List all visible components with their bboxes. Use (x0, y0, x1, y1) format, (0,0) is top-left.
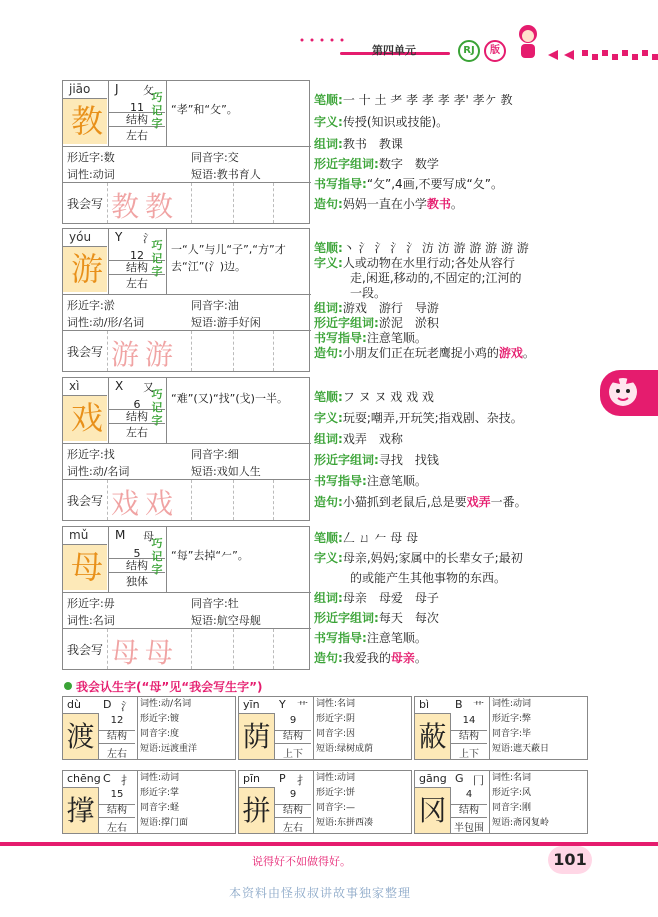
sentence-pre: 妈妈一直在小学 (342, 197, 427, 211)
big-char: 拼 (239, 787, 275, 833)
pinyin: gāng (419, 772, 447, 785)
part-of-speech: 词性:动/名词 (140, 699, 192, 709)
char-info (313, 771, 413, 833)
radical: 母 (143, 530, 154, 543)
writing-guide-label: 书写指导: (314, 331, 367, 345)
big-char: 游 (70, 250, 103, 288)
structure-label: 结构 (109, 112, 165, 127)
footer-motto: 说得好不如做得好。 (252, 855, 351, 868)
structure-layout: 左右 (126, 129, 148, 142)
sentence-post: 一番。 (490, 495, 527, 509)
mini-card-cheng (62, 770, 236, 834)
mini-card-gang (414, 770, 588, 834)
part-of-speech: 词性:名词 (67, 614, 115, 627)
radical: 又 (143, 381, 154, 394)
stroke-order: 𠃋 ㄩ 𠂉 母 母 (342, 531, 419, 545)
write-label: 我会写 (67, 345, 104, 359)
phrase: 短语:航空母舰 (191, 614, 261, 627)
phrase: 短语:斋冈复岭 (492, 818, 550, 828)
writing-guide: “攵”,4画,不要写成“夂”。 (366, 177, 503, 191)
structure-label: 结构 (109, 409, 165, 424)
structure-label: 结构 (275, 730, 311, 744)
structure-label: 结构 (275, 804, 311, 818)
stroke-order: 一 十 土 耂 孝 孝 孝 孝' 孝ケ 教 (342, 93, 513, 107)
radical: 攵 (143, 84, 154, 97)
pinyin: dù (67, 698, 81, 711)
initial-letter: Y (279, 698, 286, 711)
meaning-line2: 的或能产生其他事物的东西。 (350, 571, 507, 585)
memory-tip-label: 巧记字 (151, 388, 163, 427)
dots-decoration (300, 38, 350, 42)
homophone: 同音字:细 (191, 448, 239, 461)
char-info (489, 697, 589, 759)
stroke-order: 丶 氵 氵 氵 氵 汸 汸 游 游 游 游 游 (342, 241, 529, 255)
page-number: 101 (548, 846, 592, 874)
similar-words: 数字 数学 (378, 157, 439, 171)
bullet-dot (64, 682, 72, 690)
part-of-speech: 词性:动词 (140, 773, 180, 783)
pinyin: chēng (67, 772, 101, 785)
homophone: 同音字:刚 (492, 803, 532, 813)
similar-char: 形近字:镀 (140, 714, 180, 724)
similar-char: 形近字:找 (67, 448, 115, 461)
structure-layout: 独体 (126, 575, 148, 588)
sentence-label: 造句: (314, 346, 343, 360)
homophone: 同音字:毕 (492, 729, 532, 739)
char-detail-you (314, 240, 600, 366)
sentence-post: 。 (450, 197, 463, 211)
similar-char: 形近字:毋 (67, 597, 115, 610)
mini-card-yin (238, 696, 412, 760)
pinyin: xì (69, 379, 80, 393)
writing-guide-label: 书写指导: (314, 474, 367, 488)
mini-card-du (62, 696, 236, 760)
big-char: 蔽 (415, 713, 451, 759)
big-char: 撑 (63, 787, 99, 833)
homophone: 同音字:因 (316, 729, 356, 739)
structure-label: 结构 (451, 730, 487, 744)
memory-tip: “每”去掉“𠂉”。 (171, 549, 249, 562)
memory-tip-label: 巧记字 (151, 537, 163, 576)
part-of-speech: 词性:动词 (67, 168, 115, 181)
radical: 氵 (121, 700, 132, 713)
char-card-xi (62, 377, 310, 521)
write-label: 我会写 (67, 494, 104, 508)
trace-chars: 戏戏 (111, 487, 180, 520)
structure-layout: 左右 (283, 823, 303, 834)
structure-layout: 左右 (126, 277, 148, 290)
words-label: 组词: (314, 432, 343, 446)
trace-chars: 母母 (111, 636, 180, 669)
similar-words: 每天 每次 (378, 611, 439, 625)
write-label: 我会写 (67, 197, 104, 211)
stroke-count: 14 (462, 715, 476, 726)
part-of-speech: 词性:动词 (316, 773, 356, 783)
stroke-count: 6 (133, 398, 141, 411)
sentence-label: 造句: (314, 495, 343, 509)
structure-layout: 左右 (107, 823, 127, 834)
credit-text: 本资料由怪叔叔讲故事独家整理 (229, 886, 412, 900)
stroke-count: 4 (465, 789, 473, 800)
stroke-count: 12 (130, 249, 144, 262)
sentence-label: 造句: (314, 651, 343, 665)
part-of-speech: 词性:名词 (316, 699, 356, 709)
structure-label: 结构 (109, 260, 165, 275)
similar-char: 形近字:阴 (316, 714, 356, 724)
sentence-pre: 我爱我的 (342, 651, 391, 665)
meaning-label: 字义: (314, 256, 343, 270)
sentence-highlight: 戏弄 (466, 495, 491, 509)
stroke-count: 12 (110, 715, 124, 726)
meaning-label: 字义: (314, 411, 343, 425)
initial-letter: X (115, 379, 124, 393)
similar-char: 形近字:数 (67, 151, 115, 164)
sentence-highlight: 母亲 (390, 651, 415, 665)
pinyin: jiāo (69, 82, 91, 96)
similar-char: 形近字:饼 (316, 788, 356, 798)
write-label: 我会写 (67, 643, 104, 657)
initial-letter: P (279, 772, 286, 785)
phrase: 短语:远渡重洋 (140, 744, 198, 754)
initial-letter: J (115, 82, 119, 96)
similar-words-label: 形近字组词: (314, 453, 379, 467)
strokes-label: 笔顺: (314, 531, 343, 545)
memory-tip: 一“人”与儿“子”,“方”才去“江”(氵)边。 (171, 243, 286, 273)
writing-guide: 注意笔顺。 (366, 331, 427, 345)
stroke-count: 15 (110, 789, 124, 800)
sentence-highlight: 游戏 (498, 346, 523, 360)
pinyin: mǔ (69, 528, 89, 542)
sentence-label: 造句: (314, 197, 343, 211)
char-info (313, 697, 413, 759)
structure-label: 结构 (451, 804, 487, 818)
char-info (137, 697, 237, 759)
structure-label: 结构 (109, 558, 165, 573)
section-title: 我会认生字(“母”见“我会写生字”) (76, 680, 263, 694)
initial-letter: D (103, 698, 112, 711)
structure-layout: 上下 (459, 749, 479, 760)
initial-letter: C (103, 772, 111, 785)
trace-chars: 游游 (111, 338, 180, 371)
big-char: 教 (70, 102, 103, 140)
writing-guide-label: 书写指导: (314, 177, 367, 191)
initial-letter: M (115, 528, 126, 542)
sentence-highlight: 教书 (426, 197, 451, 211)
char-card-you (62, 228, 310, 372)
page-header (0, 0, 658, 72)
structure-layout: 半包围 (454, 823, 484, 834)
part-of-speech: 词性:动词 (492, 699, 532, 709)
similar-char: 形近字:弊 (492, 714, 532, 724)
stroke-order: フ ヌ ヌ 戏 戏 戏 (342, 390, 434, 404)
meaning: 玩耍;嘲弄,开玩笑;指戏剧、杂技。 (342, 411, 523, 425)
sentence-pre: 小朋友们正在玩老鹰捉小鸡的 (342, 346, 499, 360)
memory-tip-label: 巧记字 (151, 239, 163, 278)
phrase: 短语:游手好闲 (191, 316, 261, 329)
big-char: 母 (70, 548, 103, 586)
phrase: 短语:戏如人生 (191, 465, 261, 478)
words-label: 组词: (314, 591, 343, 605)
similar-words: 寻找 找钱 (378, 453, 439, 467)
words: 母亲 母爱 母子 (342, 591, 439, 605)
stroke-count: 9 (289, 715, 297, 726)
meaning: 传授(知识或技能)。 (342, 115, 449, 129)
words: 教书 教课 (342, 137, 403, 151)
mini-card-pin (238, 770, 412, 834)
structure-label: 结构 (99, 804, 135, 818)
meaning-label: 字义: (314, 115, 343, 129)
initial-letter: B (455, 698, 463, 711)
pinyin: yīn (243, 698, 260, 711)
radical: 扌 (297, 774, 308, 787)
initial-letter: Y (115, 230, 123, 244)
structure-layout: 左右 (107, 749, 127, 760)
char-detail-xi (314, 389, 600, 517)
words: 戏弄 戏称 (342, 432, 403, 446)
homophone: 同音字:— (316, 803, 356, 813)
writing-guide: 注意笔顺。 (366, 631, 427, 645)
char-info (489, 771, 589, 833)
sentence-post: 。 (522, 346, 535, 360)
meaning: 母亲,妈妈;家属中的长辈女子;最初 (342, 551, 523, 565)
part-of-speech: 词性:名词 (492, 773, 532, 783)
similar-words-label: 形近字组词: (314, 157, 379, 171)
radical: 艹 (473, 700, 484, 713)
words: 游戏 游行 导游 (342, 301, 439, 315)
big-char: 冈 (415, 787, 451, 833)
meaning-line3: 一段。 (350, 286, 387, 300)
meaning-line2: 走,闲逛,移动的,不固定的;江河的 (350, 271, 522, 285)
homophone: 同音字:油 (191, 299, 239, 312)
strokes-label: 笔顺: (314, 241, 343, 255)
phrase: 短语:撑门面 (140, 818, 189, 828)
words-label: 组词: (314, 301, 343, 315)
homophone: 同音字:度 (140, 729, 180, 739)
stroke-count: 11 (130, 101, 144, 114)
big-char: 荫 (239, 713, 275, 759)
sentence-pre: 小猫抓到老鼠后,总是要 (342, 495, 467, 509)
words-label: 组词: (314, 137, 343, 151)
similar-words: 淤泥 淤积 (378, 316, 439, 330)
rj-badge: RJ (458, 40, 480, 62)
char-detail-mu (314, 530, 600, 668)
meaning-label: 字义: (314, 551, 343, 565)
homophone: 同音字:交 (191, 151, 239, 164)
sentence-post: 。 (414, 651, 427, 665)
radical: 氵 (143, 232, 154, 245)
trace-chars: 教教 (111, 190, 180, 223)
similar-char: 形近字:淤 (67, 299, 115, 312)
phrase: 短语:绿树成荫 (316, 744, 374, 754)
writing-guide: 注意笔顺。 (366, 474, 427, 488)
edition-badge: 版 (484, 40, 506, 62)
phrase: 短语:教书育人 (191, 168, 261, 181)
strokes-label: 笔顺: (314, 93, 343, 107)
structure-layout: 上下 (283, 749, 303, 760)
meaning: 人或动物在水里行动;各处从容行 (342, 256, 515, 270)
structure-label: 结构 (99, 730, 135, 744)
arrows-decoration (548, 48, 658, 62)
strokes-label: 笔顺: (314, 390, 343, 404)
stroke-count: 5 (133, 547, 141, 560)
radical: 艹 (297, 700, 308, 713)
big-char: 渡 (63, 713, 99, 759)
memory-tip-label: 巧记字 (151, 91, 163, 130)
stroke-count: 9 (289, 789, 297, 800)
similar-char: 形近字:风 (492, 788, 532, 798)
pinyin: pīn (243, 772, 261, 785)
phrase: 短语:遮天蔽日 (492, 744, 550, 754)
similar-words-label: 形近字组词: (314, 316, 379, 330)
char-card-jiao (62, 80, 310, 224)
structure-layout: 左右 (126, 426, 148, 439)
homophone: 同音字:牡 (191, 597, 239, 610)
memory-tip: “孝”和“攵”。 (171, 103, 238, 116)
big-char: 戏 (70, 399, 103, 437)
unit-title: 第四单元 (372, 44, 416, 57)
pinyin: yóu (69, 230, 92, 244)
similar-words-label: 形近字组词: (314, 611, 379, 625)
part-of-speech: 词性:动/形/名词 (67, 316, 145, 329)
writing-guide-label: 书写指导: (314, 631, 367, 645)
cartoon-face-icon (606, 374, 640, 410)
radical: 冂 (473, 774, 484, 787)
char-info (137, 771, 237, 833)
pinyin: bì (419, 698, 430, 711)
phrase: 短语:东拼西凑 (316, 818, 374, 828)
memory-tip: “难”(又)“找”(戈)一半。 (171, 392, 288, 405)
radical: 扌 (121, 774, 132, 787)
char-detail-jiao (314, 92, 600, 220)
char-card-mu (62, 526, 310, 670)
homophone: 同音字:蛏 (140, 803, 180, 813)
cartoon-girl-icon (512, 22, 544, 62)
similar-char: 形近字:掌 (140, 788, 180, 798)
mini-card-bi (414, 696, 588, 760)
initial-letter: G (455, 772, 464, 785)
part-of-speech: 词性:动/名词 (67, 465, 130, 478)
